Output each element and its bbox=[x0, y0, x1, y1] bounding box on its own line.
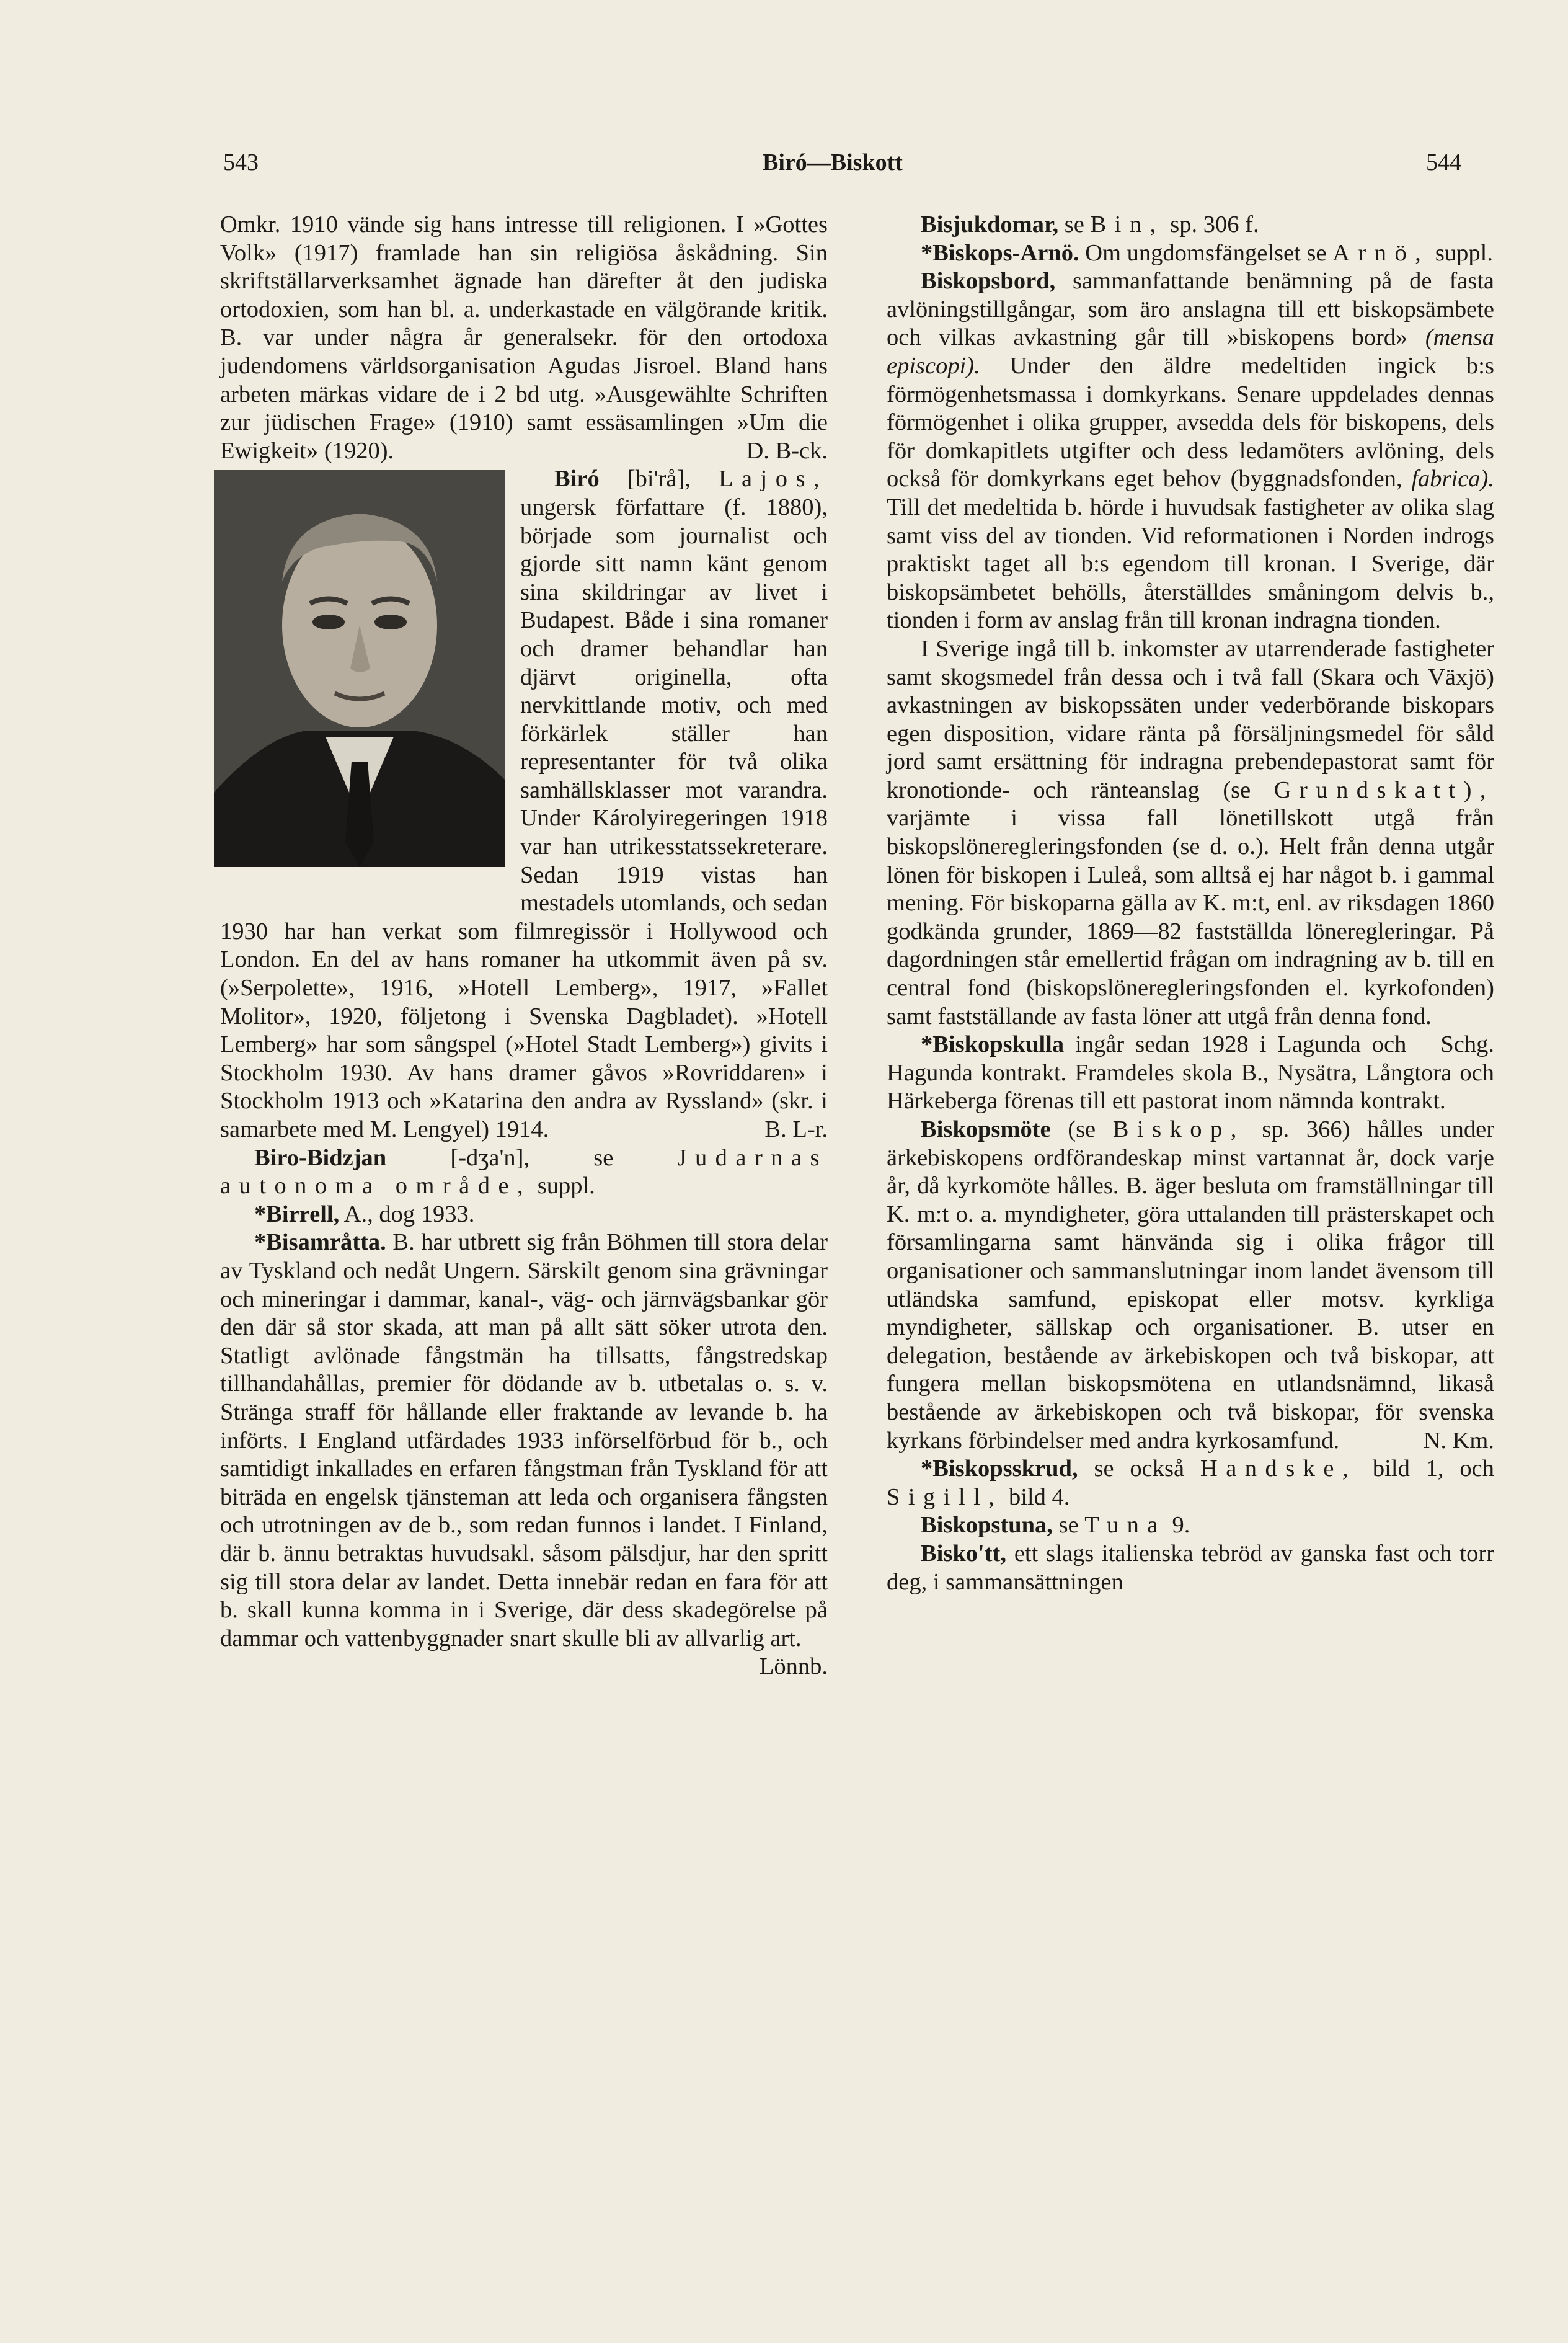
entry-text: se också bbox=[1094, 1456, 1185, 1482]
entry-text: A., dog 1933. bbox=[343, 1201, 475, 1227]
entry-text: sp. 306 f. bbox=[1170, 211, 1259, 238]
entry-text: suppl. bbox=[1435, 239, 1493, 266]
entry-headword: Biro-Bidzjan bbox=[254, 1144, 387, 1171]
entry-bisjukdomar bbox=[887, 211, 1494, 239]
entry-headword: *Biskopsskrud, bbox=[921, 1456, 1078, 1482]
portrait-photo bbox=[214, 470, 505, 867]
latin-term: (mensa episcopi). bbox=[887, 324, 1495, 379]
entry-text: varjämte i vissa fall lönetillskott utgå från biskopslöneregleringsfonden (se d. o.). Helt från denna utgår lönen för biskopen i Luleå, som alltså ej har något b. i gammal mening. För biskoparna gälla av K. m:t, enl. av riksdagen 1860 godkända grunder, 1869—82 fastställda löneregleringar. På dagordningen står emellertid frågan om indragning av b. till en central fond (biskopslöneregleringsfonden el. kyrkofonden) samt fastställande av fasta löner att utgå från denna fond. bbox=[887, 805, 1494, 1029]
entry-text: 9. bbox=[1172, 1512, 1190, 1539]
entry-text: sammanfattande benämning på de fasta avlöningstillgångar, som äro anslagna till ett biskopsämbete och vilkas avkastning går till »biskopens bord» bbox=[887, 268, 1495, 351]
entry-name-spaced: Lajos, bbox=[719, 466, 828, 492]
entry-biro-bidzjan bbox=[220, 1144, 828, 1201]
entry-headword: Biró bbox=[554, 466, 600, 492]
entry-text: suppl. bbox=[537, 1173, 595, 1199]
entry-headword: Bisjukdomar, bbox=[921, 211, 1059, 238]
entry-text: ingår sedan 1928 i Lagunda och Hagunda kontrakt. Framdeles skola B., Nysätra, Långtora och Härkeberga förenas till ett pastorat inom nämnda kontrakt. bbox=[887, 1031, 1494, 1114]
entry-text: ungersk författare (f. 1880), började som journalist och gjorde sitt namn känt genom sina skildringar av livet i Budapest. Både i sina romaner och dramer behandlar han djärvt originella, ofta nervkittlande motiv, och med förkärlek ställer han representanter för två olika samhällsklasser mot varandra. Under Károlyiregeringen 1918 var han utrikesstatssekreterare. Sedan 1919 vistas han mestadels utomlands, och sedan 1930 har han verkat som filmregissör i Hollywood och London. En del av hans romaner ha utkommit även på sv. (»Serpolette», 1916, »Hotell Lemberg», 1917, »Fallet Molitor», 1920, följetong i Svenska Dagbladet). »Hotell Lemberg» har som sångspel (»Hotel Stadt Lemberg») givits i Stockholm 1930. Av hans dramer gåvos »Rovriddaren» i Stockholm 1913 och »Katarina den andra av Ryssland» (skr. i samarbete med M. Lengyel) 1914. bbox=[220, 494, 828, 1142]
see-label: se bbox=[593, 1144, 614, 1171]
entry-text: Under den äldre medeltiden ingick b:s förmögenhetsmassa i domkyrkans. Senare uppdelades dennas förmögenhet i olika grupper, avsedda dels för biskopens, dels för domkapitlets utgifter och dess ledamöters avlöning, dels också för domkyrkans eget behov (byggnadsfonden, bbox=[887, 352, 1494, 492]
pronunciation: [bi'rå], bbox=[627, 466, 691, 492]
author-signature: B. L-r. bbox=[764, 1116, 828, 1142]
entry-headword: Biskopsbord, bbox=[921, 268, 1056, 295]
entry-biskops-arno bbox=[887, 239, 1494, 268]
portrait-illustration bbox=[214, 470, 505, 867]
page-number-right: 544 bbox=[1426, 149, 1461, 176]
entry-text: Om ungdomsfängelset se bbox=[1085, 239, 1327, 266]
cross-reference: Tuna bbox=[1084, 1512, 1166, 1539]
entry-text: bild 1, och bbox=[1372, 1456, 1494, 1482]
latin-term: fabrica). bbox=[1411, 466, 1494, 492]
entry-biskopsskrud bbox=[887, 1455, 1494, 1511]
entry-biro-lajos bbox=[220, 465, 828, 1144]
entry-text: Omkr. 1910 vände sig hans intresse till religionen. I »Gottes Volk» (1917) framlade han sin religiösa åskådning. Sin skriftställarverksamhet ägnade han därefter åt den judiska ortodoxien, som han bl. a. underkastade en välgörande kritik. B. var under några år generalsekr. för den ortodoxa judendomens världsorganisation Agudas Jisroel. Bland hans arbeten märkas vidare de i 2 bd utg. »Ausgewählte Schriften zur jüdischen Frage» (1910) samt essäsamlingen »Um die Ewigkeit» (1920). bbox=[220, 211, 828, 464]
entry-text: B. har utbrett sig från Böhmen till stora delar av Tyskland och nedåt Ungern. Särskilt genom sina grävningar och mineringar i dammar, kanal-, väg- och järnvägsbankar gör den där så stor skada, att man på allt sätt söker utrota den. Statligt avlönade fångstmän ha tillsatts, fångstredskap tillhandahållas, premier för dödande av b. utbetalas o. s. v. Stränga straff för hållande eller fraktande av levande b. ha införts. I England utfärdades 1933 införselförbud för b., och samtidigt inkallades en erfaren fångstman från Tyskland för att biträda en engelsk tjänsteman att leda och organisera fångsten och utrotningen av de b., som redan funnos i landet. I Finland, där b. ännu betraktas huvudsakl. såsom pälsdjur, har den spritt sig till stora delar av landet. Detta innebär redan en fara för att b. skall kunna komma in i Sverige, där dess skadegörelse på dammar och vattenbyggnader snart skulle bli av allvarlig art. bbox=[220, 1229, 828, 1652]
entry-text: I Sverige ingå till b. inkomster av utarrenderade fastigheter samt skogsmedel från dessa och i två fall (Skara och Växjö) avkastningen av biskopssäten under vederbörande biskopars egen disposition, vidare ränta på försäljningsmedel för såld jord samt ersättning för indragna prebendepastorat samt för kronotionde- och ränteanslag (se bbox=[887, 635, 1494, 803]
entry-headword: *Bisamråtta. bbox=[254, 1229, 386, 1256]
author-signature: Lönnb. bbox=[759, 1653, 828, 1680]
entry-bisamratta bbox=[220, 1229, 828, 1680]
portrait-photo-wrap bbox=[214, 470, 505, 886]
page-number-left: 543 bbox=[223, 149, 259, 176]
entry-headword: Bisko'tt, bbox=[921, 1540, 1006, 1567]
cross-reference: Biskop, bbox=[1112, 1116, 1245, 1142]
left-column bbox=[220, 211, 828, 1681]
cross-reference: Handske, bbox=[1200, 1456, 1357, 1482]
entry-biskopsbord bbox=[887, 267, 1494, 635]
entry-biskopsmote bbox=[887, 1116, 1494, 1455]
right-column bbox=[887, 211, 1494, 1596]
entry-headword: Biskopsmöte bbox=[921, 1116, 1051, 1142]
entry-text: ett slags italienska tebröd av ganska fast och torr deg, i sammansättningen bbox=[887, 1540, 1495, 1595]
cross-reference: Arnö, bbox=[1332, 239, 1430, 266]
running-header-title: Biró—Biskott bbox=[763, 149, 903, 176]
entry-headword: Biskopstuna, bbox=[921, 1512, 1053, 1539]
pronunciation: [-dʒa'n], bbox=[450, 1144, 530, 1171]
entry-text: sp. 366) hålles under ärkebiskopens ordförandeskap minst vartannat år, dock varje år, då kyrkomöte hålles. B. äger besluta om framställningar till K. m:t o. a. myndigheter, göra uttalanden till prästerskapet och församlingarna samt hänvända sig i olika frågor till organisationer och sammanslutningar inom landet ävensom till utländska samfund, episkopat eller motsv. kyrkliga myndigheter, sällskap och organisationer. B. utser en delegation, bestående av ärkebiskopen och två biskopar, att fungera mellan biskopsmötena en utlandsnämnd, likaså bestående av ärkebiskopen och två biskopar, för svenska kyrkans förbindelser med andra kyrkosamfund. bbox=[887, 1116, 1495, 1454]
cross-reference: Grundskatt), bbox=[1273, 776, 1494, 803]
entry-headword: *Birrell, bbox=[254, 1201, 340, 1227]
entry-text: (se bbox=[1068, 1116, 1096, 1142]
cross-reference: Judarnas autonoma område, bbox=[220, 1144, 828, 1199]
author-signature: Schg. bbox=[1440, 1031, 1494, 1058]
entry-biro-continued bbox=[220, 211, 828, 465]
cross-reference: Bin, bbox=[1090, 211, 1164, 238]
author-signature: N. Km. bbox=[1423, 1427, 1494, 1454]
entry-biskott bbox=[887, 1540, 1494, 1596]
entry-headword: *Biskopskulla bbox=[921, 1031, 1065, 1058]
entry-headword: *Biskops-Arnö. bbox=[921, 239, 1079, 266]
see-label: se bbox=[1058, 1512, 1079, 1539]
see-label: se bbox=[1064, 211, 1084, 238]
entry-text: bild 4. bbox=[1009, 1483, 1070, 1510]
entry-biskopstuna bbox=[887, 1511, 1494, 1540]
entry-text: Till det medeltida b. hörde i huvudsak fastigheter av olika slag samt viss del av tionden. Vid reformationen i Norden indrogs praktiskt taget all b:s egendom till kronan. I Sverige, där biskopsämbetet behölls, återställdes småningom delvis b., tionden i form av anslag från till kronan indragna tionden. bbox=[887, 494, 1494, 634]
entry-birrell bbox=[220, 1201, 828, 1229]
entry-biskopskulla bbox=[887, 1031, 1494, 1116]
author-signature: D. B-ck. bbox=[746, 437, 828, 464]
cross-reference: Sigill, bbox=[887, 1483, 1003, 1510]
